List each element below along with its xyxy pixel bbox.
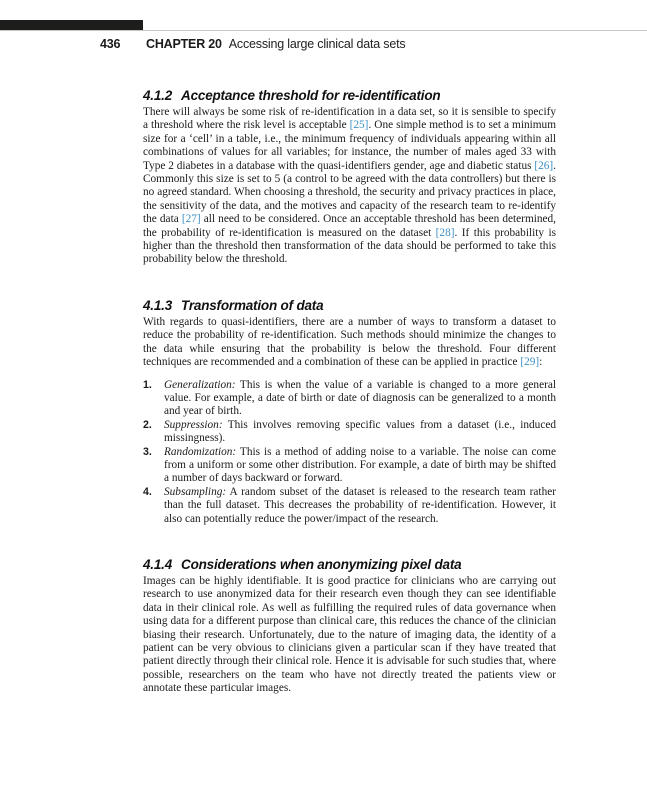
list-item-text: [164, 446, 556, 486]
section-paragraph-4-1-3: [143, 316, 556, 370]
section-heading-4-1-2: [143, 88, 556, 103]
list-item: [143, 486, 556, 526]
body-text: With regards to quasi-identifiers, there are a number of ways to transform a dataset to reduce the probability of re-identification. Such methods should minimize the changes to the data while ensuring that the probability is below the threshold. Four different techniques are recommended and a combination of these can be applied in practice: [143, 315, 556, 369]
list-item: [143, 379, 556, 419]
citation-link[interactable]: [26]: [534, 159, 554, 172]
list-item: [143, 446, 556, 486]
section-title: Considerations when anonymizing pixel data: [181, 556, 462, 572]
body-text: . Commonly this size is set to 5 (a control to be agreed with the data controllers) but there is no agreed standard. When choosing a threshold, the security and privacy practices in place, the sensitivity of the data, and the motives and capacity of the research team to re-identify the data: [143, 159, 556, 226]
body-text: There will always be some risk of re-identification in a data set, so it is sensible to specify a threshold where the risk level is acceptable: [143, 106, 556, 132]
transformation-techniques-list: [143, 379, 556, 526]
list-item-text: [164, 379, 556, 419]
citation-link[interactable]: [25]: [349, 119, 369, 132]
list-item: [143, 419, 556, 446]
body-text: . If this probability is higher than the threshold then transformation of the data should be performed to take this probability below the threshold.: [143, 226, 556, 266]
list-item-number: 3.: [143, 445, 152, 458]
text-column: [143, 88, 556, 696]
section-title: Transformation of data: [181, 297, 324, 313]
body-text: :: [539, 356, 543, 369]
section-heading-4-1-4: [143, 557, 556, 572]
body-text: all need to be considered. Once an acceptable threshold has been determined, the probability of re-identification is measured on the dataset: [143, 213, 557, 239]
section-number: 4.1.3: [143, 297, 173, 313]
body-text: This is when the value of a variable is changed to a more general value. For example, a date of birth or date of diagnosis can be generalized to a month and year of birth.: [164, 378, 556, 418]
section-paragraph-4-1-4: [143, 575, 556, 696]
body-text: This is a method of adding noise to a variable. The noise can come from a uniform or some other distribution. For example, a date of birth may be shifted a number of days backward or forward.: [164, 445, 556, 485]
term-lead-in: Randomization:: [164, 445, 237, 458]
section-title: Acceptance threshold for re-identification: [181, 88, 441, 103]
term-lead-in: Subsampling:: [164, 485, 227, 498]
chapter-label: CHAPTER 20: [146, 37, 222, 51]
list-item-text: [164, 419, 556, 446]
running-head: [100, 37, 405, 51]
list-item-text: [164, 486, 556, 526]
body-text: This involves removing specific values from a dataset (i.e., induced missingness).: [164, 418, 556, 445]
citation-link[interactable]: [29]: [520, 356, 540, 369]
body-text: Images can be highly identifiable. It is good practice for clinicians who are carrying out research to use anonymized data for their research even though they can see identifiable data in their clinical role. As well as fulfilling the required rules of data governance when using data for a different purpose than clinical care, this reduces the chance of the clinician biasing their research. Unfortunately, due to the nature of imaging data, the identity of a patient can be very obvious to clinicians given a particular scan if they have treated that patient directly through their clinical role. Hence it is advisable for such studies that, where possible, researchers on the team who have not directly treated the patients view or annotate these particular images.: [143, 574, 556, 695]
term-lead-in: Suppression:: [164, 418, 223, 431]
section-heading-4-1-3: [143, 298, 556, 313]
list-item-number: 1.: [143, 378, 152, 391]
page-header-rule: [0, 30, 647, 32]
section-paragraph-4-1-2: [143, 106, 556, 267]
chapter-title: Accessing large clinical data sets: [228, 37, 406, 51]
body-text: A random subset of the dataset is released to the research team rather than the full dataset. This decreases the probability of re-identification. However, it also can potentially reduce the power/impact of the research.: [164, 485, 556, 525]
body-text: . One simple method is to set a minimum size for a ‘cell’ in a table, i.e., the minimum frequency of individuals appearing within all combinations of values for all variables; for instance, the number of males aged 33 with Type 2 diabetes in a database with the quasi-identifiers gender, age and diabetic status: [143, 119, 556, 172]
section-number: 4.1.4: [143, 556, 173, 572]
section-number: 4.1.2: [143, 88, 173, 103]
list-item-number: 2.: [143, 418, 152, 431]
list-item-number: 4.: [143, 485, 152, 498]
term-lead-in: Generalization:: [164, 378, 236, 391]
citation-link[interactable]: [28]: [435, 226, 455, 239]
citation-link[interactable]: [27]: [181, 213, 201, 226]
page-number: 436: [100, 37, 121, 51]
